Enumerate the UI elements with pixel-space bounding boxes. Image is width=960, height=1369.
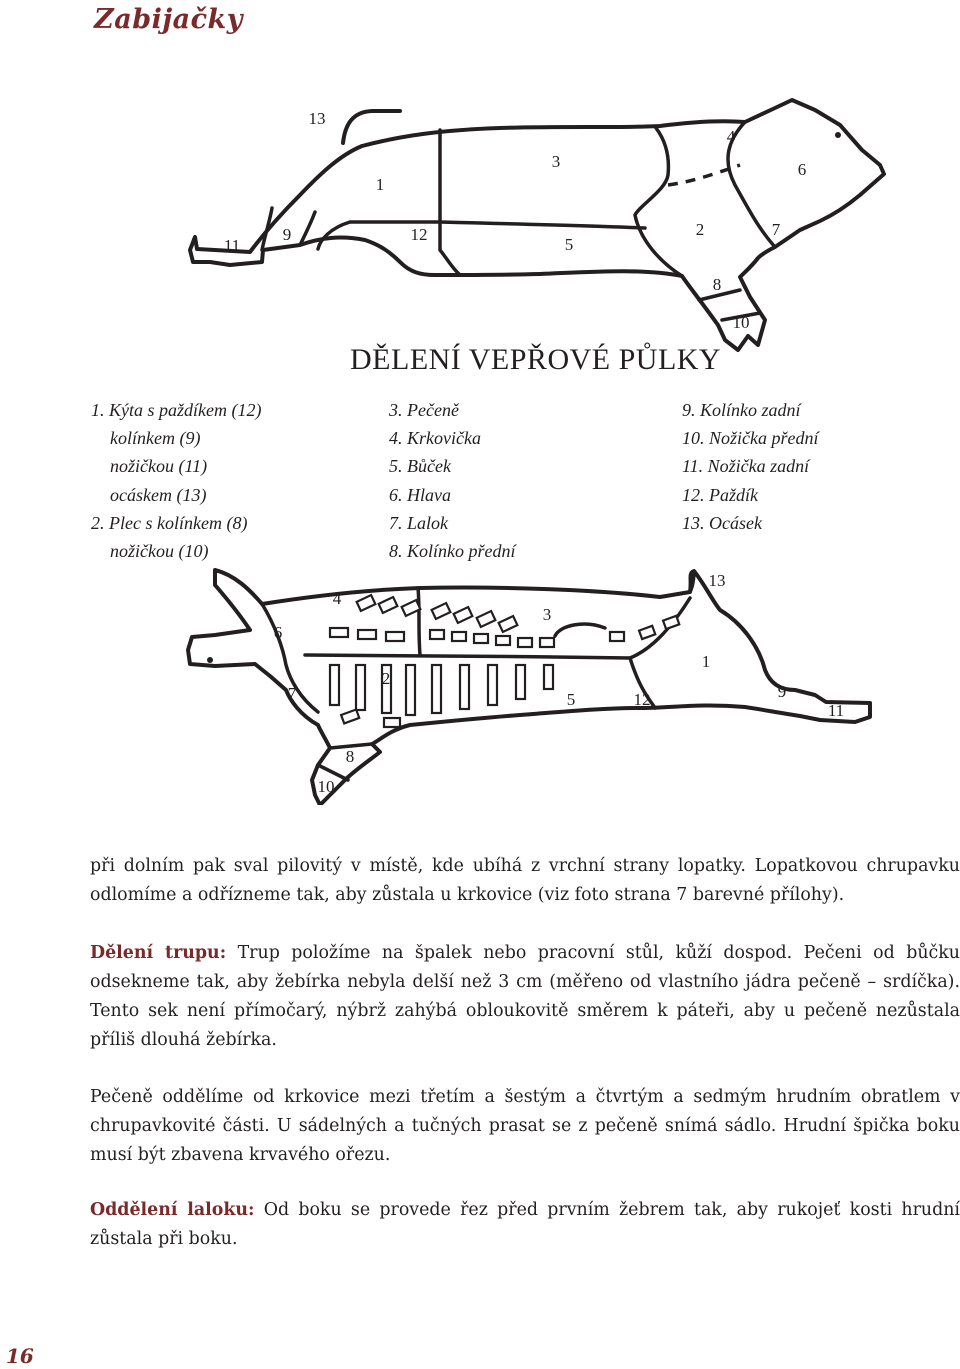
label-5: 5 [564,234,574,254]
paragraph-text: při dolním pak sval pilovitý v místě, kde ubíhá z vrchní strany lopatky. Lopatkovou chrupavku odlomíme a odřízneme tak, aby zůstala u krkovice (viz foto strana 7 barevné přílohy). [90,856,960,905]
cut-line [555,624,605,636]
label-11: 11 [223,235,241,255]
paragraph-text [90,939,960,1055]
label-3: 3 [551,151,561,171]
paragraph-lead: Oddělení laloku: [90,1200,255,1220]
eye-icon [835,132,841,138]
cut-line [440,130,460,275]
legend-column-3 [682,396,819,537]
label-8: 8 [345,746,355,766]
label-8: 8 [712,274,722,294]
paragraph-text: Pečeně oddělíme od krkovice mezi třetím a šestým a čtvrtým a sedmým hrudním obratlem v chrupavkovité části. U sádelných a tučných prasat se z pečeně snímá sádlo. Hrudní špička boku musí být zbavena krvavého ořezu. [90,1087,960,1165]
legend-item: nožičkou (10) [110,541,209,562]
legend-item: 1. Kýta s paždíkem (12) [91,400,262,420]
label-10: 10 [317,776,335,796]
label-9: 9 [777,681,787,701]
label-4: 4 [332,588,342,608]
label-10: 10 [732,312,750,332]
legend-column-1 [91,396,261,565]
label-4: 4 [726,126,736,146]
legend-item: 3. Pečeně [389,400,459,420]
label-2: 2 [381,668,391,688]
label-1: 1 [701,651,711,671]
body-paragraph [90,1196,960,1254]
legend-item: nožičkou (11) [110,456,208,477]
label-11: 11 [827,700,845,720]
label-7: 7 [287,683,297,703]
legend-item: 5. Bůček [389,456,451,477]
section-title: DĚLENÍ VEPŘOVÉ PŮLKY [350,343,722,376]
paragraph-body: Trup položíme na špalek nebo pracovní stůl, kůží dospod. Pečeni od bůčku odsekneme tak, aby žebírka nebyla delší než 3 cm (měřeno od vlastního jádra pečeně – srdíčka). Tento sek není přímočarý, nýbrž zahýbá obloukovitě směrem k páteři, aby u pečeně nezůstala příliš dlouhá žebírka. [90,943,960,1050]
label-12: 12 [410,224,428,244]
cut-line [440,222,645,228]
legend-item: 12. Paždík [682,484,758,505]
cut-line [635,128,682,276]
legend-item: 2. Plec s kolínkem (8) [91,512,248,533]
cut-line [305,655,630,658]
label-12: 12 [633,689,651,709]
legend-item: 13. Ocásek [682,512,762,533]
eye-icon [207,657,213,663]
legend-item: 10. Nožička přední [682,428,819,449]
paragraph-lead: Dělení trupu: [90,943,227,963]
cut-line [418,588,420,655]
label-2: 2 [695,219,705,239]
label-6: 6 [797,159,807,179]
body-paragraph [90,939,960,1055]
label-3: 3 [542,604,552,624]
legend-item: 7. Lalok [389,512,449,533]
label-6: 6 [273,622,283,642]
legend-item: ocáskem (13) [110,484,207,505]
label-7: 7 [771,219,781,239]
paragraph-body: Od boku se provede řez před prvním žebrem tak, aby rukojeť kosti hrudní zůstala při boku. [90,1200,960,1249]
legend-item: 11. Nožička zadní [682,456,810,477]
label-13: 13 [708,570,726,590]
legend-item: 9. Kolínko zadní [682,400,801,420]
cut-line [630,598,690,658]
legend-item: 8. Kolínko přední [389,541,516,562]
chapter-title: Zabijačky [94,4,243,35]
pig-outer-diagram [0,90,960,360]
legend-item: 4. Krkovička [389,428,481,449]
legend-column-2 [389,396,516,565]
pig-inner-diagram [0,555,960,805]
label-5: 5 [566,689,576,709]
body-paragraph [90,1083,960,1170]
label-1: 1 [375,174,385,194]
legend-item: kolínkem (9) [110,428,201,449]
label-9: 9 [282,224,292,244]
page-number: 16 [6,1344,34,1368]
paragraph-text [90,1196,960,1254]
label-13: 13 [308,108,326,128]
body-paragraph [90,852,960,910]
legend-item: 6. Hlava [389,484,451,505]
